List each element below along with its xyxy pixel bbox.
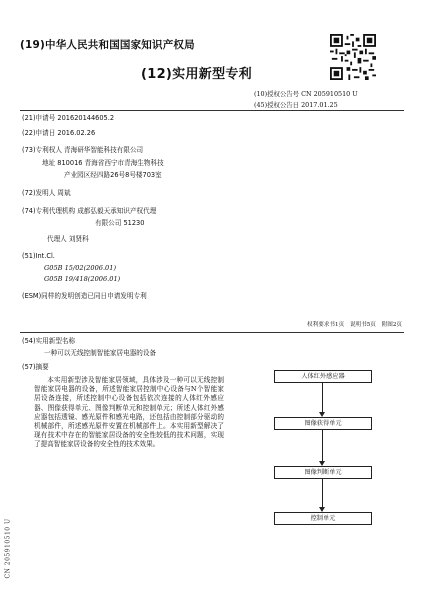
patent-agent: 代理人 刘贤科	[47, 235, 89, 243]
patentee: (73)专利权人 青海研华智能科技有限公司	[22, 146, 144, 154]
patent-type-title: (12)实用新型专利	[141, 67, 252, 82]
patent-agency-line-1: (74)专利代理机构 成都弘毅天承知识产权代理	[22, 207, 157, 215]
qr-code-icon	[330, 34, 376, 80]
diagram-box-image-judgment: 图像判断单元	[274, 466, 372, 479]
filing-date: (22)申请日 2016.02.26	[22, 129, 96, 137]
diagram-box-infrared-sensor: 人体红外感应器	[274, 370, 372, 383]
patentee-address-line-1: 地址 810016 青海省西宁市青海生物科技	[42, 159, 164, 167]
header-divider	[20, 110, 404, 111]
publication-number: (10)授权公告号 CN 205910510 U	[254, 90, 358, 98]
diagram-box-control-unit: 控制单元	[274, 512, 372, 525]
application-number: (21)申请号 201620144605.2	[22, 114, 115, 122]
classification-1: G05B 15/02(2006.01)	[44, 264, 117, 272]
esm-note: (ESM)同样的发明创造已同日申请发明专利	[22, 292, 147, 300]
side-publication-number: CN 205910510 U	[4, 518, 12, 579]
utility-model-title: 一种可以无线控制智能家居电器的设备	[44, 349, 157, 357]
diagram-box-image-acquisition: 图像获得单元	[274, 417, 372, 430]
abstract-divider	[20, 332, 404, 333]
int-cl-label: (51)Int.Cl.	[22, 252, 55, 260]
diagram-connector	[322, 479, 323, 509]
abstract-label: (57)摘要	[22, 363, 49, 371]
patent-agency-line-2: 有限公司 51230	[95, 219, 145, 227]
patent-office-name: (19)中华人民共和国国家知识产权局	[20, 39, 195, 51]
abstract-text: 本实用新型涉及智能家居领域，具体涉及一种可以无线控制智能家居电器的设备，所述智能家居控制中心设备与N个智能家居设备连接，所述控制中心设备包括依次连接的人体红外感应器、图像获得单元、图像判断单元和控制单元；所述人体红外感应器包括透镜、感光原件和感光电路，还包括由控制部分驱动的机械部件，所述感光原件安置在机械部件上。本实用新型解决了现有技术中存在的智能家居设备的安全性较低的技术问题，实现了提高智能家居设备的安全性的技术效果。	[34, 376, 224, 449]
publication-date: (45)授权公告日 2017.01.25	[254, 101, 338, 109]
inventor: (72)发明人 周斌	[22, 189, 71, 197]
diagram-connector	[322, 383, 323, 414]
utility-model-title-label: (54)实用新型名称	[22, 337, 76, 345]
page-counts: 权利要求书1页 说明书5页 附图2页	[307, 322, 402, 328]
diagram-connector	[322, 430, 323, 463]
classification-2: G05B 19/418(2006.01)	[44, 275, 121, 283]
patentee-address-line-2: 产业园区经四路26号8号楼703室	[64, 171, 162, 179]
